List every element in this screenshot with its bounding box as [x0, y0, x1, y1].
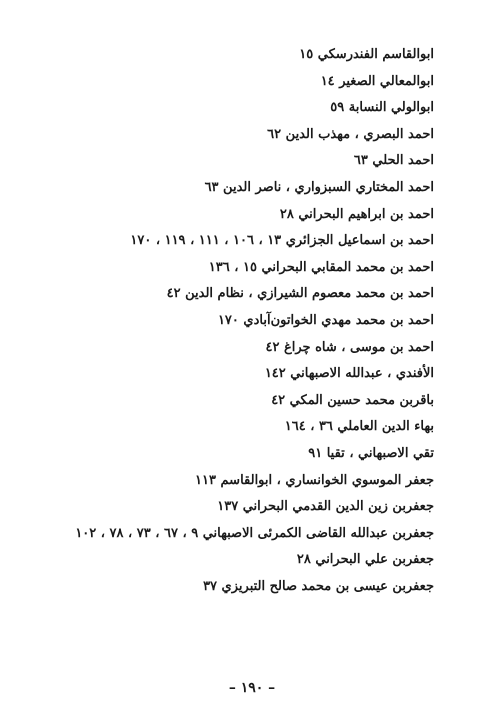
index-entry: احمد بن موسى ، شاه چراغ ٤٢: [265, 339, 434, 355]
index-entry: جعفربن علي البحراني ٢٨: [296, 552, 434, 568]
index-entry: احمد بن محمد المقابي البحراني ١٥ ، ١٣٦: [208, 259, 434, 275]
page-number: – ١٩٠ –: [228, 680, 276, 696]
index-entry: احمد بن محمد معصوم الشيرازي ، نظام الدين ٤٢: [166, 286, 434, 302]
index-entry: تقي الاصبهاني ، تقيا ٩١: [308, 445, 434, 461]
index-entry: باقربن محمد حسين المكي ٤٢: [271, 392, 434, 408]
index-entry: احمد البصري ، مهذب الدين ٦٢: [267, 126, 434, 142]
index-entry: احمد بن اسماعيل الجزائري ١٣ ، ١٠٦ ، ١١١ ، ١١٩ ، ١٧٠: [130, 233, 434, 249]
index-entry: احمد الحلي ٦٣: [353, 153, 434, 169]
index-entry: ابوالولي النسابة ٥٩: [330, 100, 434, 116]
index-entry: الأفندي ، عبدالله الاصبهاني ١٤٢: [264, 366, 434, 382]
name-index-list: [24, 42, 434, 600]
index-entry: جعفر الموسوي الخوانساري ، ابوالقاسم ١١٣: [195, 472, 434, 488]
index-entry: جعفربن عيسى بن محمد صالح التبريزي ٣٧: [203, 578, 434, 594]
index-entry: ابوالقاسم الفندرسكي ١٥: [299, 47, 434, 62]
index-entry: ابوالمعالي الصغير ١٤: [320, 73, 434, 89]
index-entry: احمد المختاري السبزواري ، ناصر الدين ٦٣: [204, 179, 434, 195]
index-entry: احمد بن ابراهيم البحراني ٢٨: [279, 206, 434, 222]
index-entry: احمد بن محمد مهدي الخواتون‌آبادي ١٧٠: [217, 312, 434, 328]
index-entry: جعفربن عبدالله القاضى الكمرئى الاصبهاني ٩ ، ٦٧ ، ٧٣ ، ٧٨ ، ١٠٢: [75, 525, 434, 541]
index-entry: جعفربن زين الدين القدمي البحراني ١٣٧: [217, 499, 434, 515]
index-entry: بهاء الدين العاملي ٣٦ ، ١٦٤: [284, 419, 434, 435]
